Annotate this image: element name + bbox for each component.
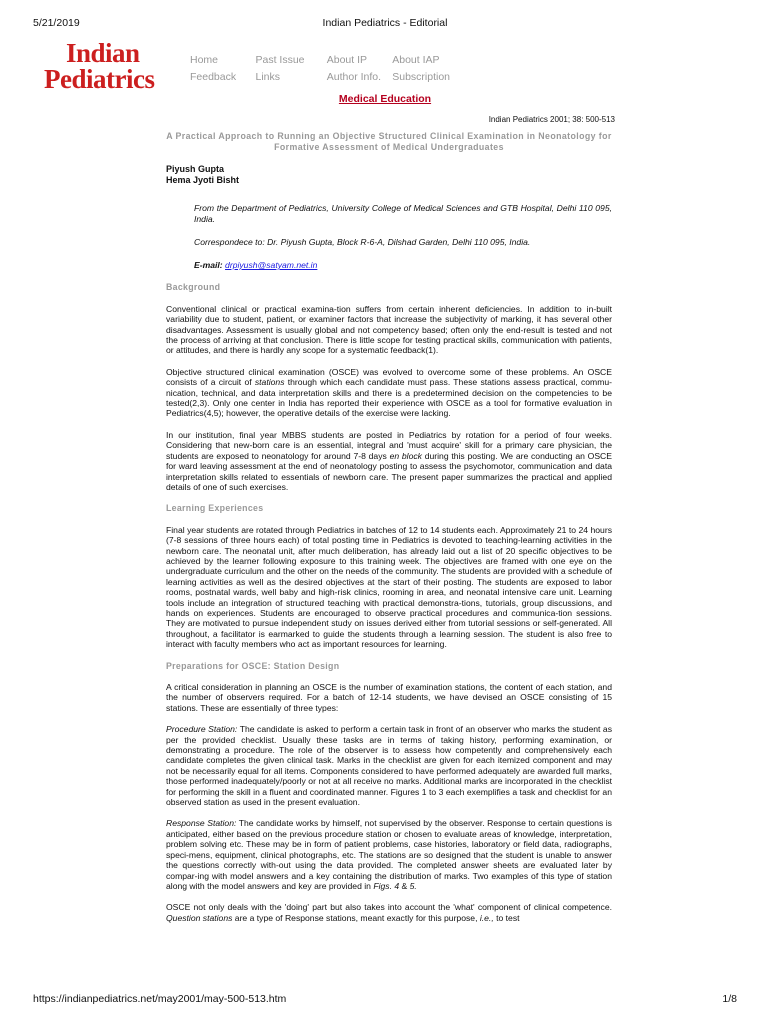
nav-feedback-link[interactable]: Feedback bbox=[190, 71, 237, 83]
citation: Indian Pediatrics 2001; 38: 500-513 bbox=[488, 115, 615, 124]
heading-learning-experiences: Learning Experiences bbox=[166, 503, 264, 514]
text-run: during this posting. We are conducting an OSCE for ward leaving assessment at the end of neonatology posting to assess the psychomotor, communication and data interpretation skills related to essentials of newborn care. The present paper summarizes the practical and applied details of one of such exercises. bbox=[166, 450, 612, 492]
text-run: & bbox=[399, 880, 410, 891]
text-run: The candidate is asked to perform a certain task in front of an observer who marks the student as per the provided checklist. Usually these tasks are in terms of taking history, performing examination, or demonstrating a procedure. The role of the observer is to assess how competently and comprehensively each candidate completes the given clinical task. Marks in the checklist are given for each itemized component and may not be necessarily equal for all items. Components considered to have performed adequately are awarded full marks, those performed inadequately/poorly or not at all receive no marks. Additional marks are incorporated in the checklist for performing the skill in a fluent and coordinated manner. Figures 1 to 3 each exemplifies a task and checklist for an observed station as used in the present evaluation. bbox=[166, 724, 612, 808]
authors bbox=[166, 164, 612, 186]
print-title: Indian Pediatrics - Editorial bbox=[322, 17, 448, 29]
learning-paragraph-1: Final year students are rotated through Pediatrics in batches of 12 to 14 students each. Approximately 21 to 24 hours (7-8 sessions of three hours each) of total posting time in Pediatrics is devoted to teaching-learning activities in the newborn care. The neonatal unit, after much deliberation, has already laid out a list of 20 specific objectives to be achieved by the learner following exposure to this training week. The objectives are framed with one eye on the undergraduate curriculum and the other on the needs of the community. The students are provided with a schedule of learning activities as well as the desired objectives at the start of their posting. The students are exposed to labor rooms, postnatal wards, well baby and high-risk clinics, rooming in area, and neonatal intensive care unit. Learning tools include an integration of structured teaching with practical demonstra-tions, tutorials, group discussions, and hands on experiences. Students are encouraged to observe practical procedures and communica-tion sessions. They are motivated to pursue independent study on issues derived either from tutorial sessions or self-generated. All throughout, a facilitator is earmarked to guide the students through a learning session. The student is also free to interact with faculty members who act as important resources for learning. bbox=[166, 524, 612, 650]
logo-line-1: Indian bbox=[66, 38, 140, 68]
nav-subscription-link[interactable]: Subscription bbox=[392, 71, 451, 83]
procedure-station-paragraph bbox=[166, 724, 612, 807]
text-run-italic: stations bbox=[254, 377, 285, 388]
background-paragraph-1: Conventional clinical or practical examina-tion suffers from certain inherent deficiencies. In addition to in-built variability due to student, patient, or examiner factors that increase the subjectivity of marking, it has several other disadvantages. Assessment is usually global and not competency based; often only the end-result is tested and not the process of arriving at that conclusion. There is little scope for testing practical skills, communication with patients, or attitudes, and there is hardly any scope for a systematic feedback(1). bbox=[166, 303, 612, 356]
nav-home-link[interactable]: Home bbox=[190, 54, 219, 66]
text-run-italic: en block bbox=[389, 450, 422, 461]
article-title bbox=[166, 131, 612, 153]
print-date: 5/21/2019 bbox=[33, 17, 80, 29]
text-run-italic: i.e., bbox=[479, 912, 494, 923]
heading-background: Background bbox=[166, 282, 221, 293]
text-run: are a type of Response stations, meant exactly for this purpose, bbox=[232, 912, 480, 923]
nav-row-1 bbox=[190, 54, 450, 71]
logo-line-2: Pediatrics bbox=[44, 64, 155, 94]
text-run: The candidate works by himself, not supervised by the observer. Response to certain questions is anticipated, either based on the previous procedure station or chosen to evaluate areas of knowledge, interpretation, problem solving etc. These may be in form of patient problems, case histories, laboratory or field data, radiographs, speci-mens, equipment, clinical photographs, etc. The stations are so designed that the student is unable to answer the questions correctly with-out using the data provided. The completed answer sheets are evaluated later by compar-ing with model answers and a key containing the distribution of marks. Two examples of this type of station along with the model answers and key are provided in bbox=[166, 818, 612, 891]
email-label: E-mail: bbox=[194, 260, 223, 270]
affiliation: From the Department of Pediatrics, University College of Medical Sciences and GTB Hospital, Delhi 110 095, India. bbox=[194, 203, 612, 224]
print-footer bbox=[33, 993, 737, 1007]
correspondence: Correspondece to: Dr. Piyush Gupta, Block R-6-A, Dilshad Garden, Delhi 110 095, India. bbox=[194, 237, 531, 247]
text-run-italic: Question stations bbox=[166, 912, 233, 923]
response-station-paragraph bbox=[166, 818, 612, 891]
article-body bbox=[166, 131, 612, 934]
nav-author-info-link[interactable]: Author Info. bbox=[326, 71, 382, 83]
article-title-line-2: Formative Assessment of Medical Undergraduates bbox=[274, 142, 504, 152]
background-paragraph-3 bbox=[166, 430, 612, 492]
nav-past-issue-link[interactable]: Past Issue bbox=[255, 54, 305, 66]
article-title-line-1: A Practical Approach to Running an Objective Structured Clinical Examination in Neonatology for bbox=[166, 131, 612, 141]
heading-preparations: Preparations for OSCE: Station Design bbox=[166, 660, 340, 671]
print-header bbox=[33, 17, 737, 31]
text-run-italic: 5. bbox=[409, 880, 417, 891]
text-run: through which each candidate must pass. These stations assess practical, commu-nication, technical, and data interpretation skills and there is a predetermined decision on the competencies to be tested(2,3). Only one center in India has reported their experience with OSCE as a tool for formative evaluation in Pediatrics(4,5); however, the operative details of the exercise were lacking. bbox=[166, 377, 612, 419]
nav-row-2 bbox=[190, 71, 450, 88]
text-run-italic: Figs. 4 bbox=[373, 880, 400, 891]
author-2: Hema Jyoti Bisht bbox=[166, 175, 240, 185]
top-navigation bbox=[190, 54, 450, 88]
text-run: OSCE not only deals with the 'doing' part but also takes into account the 'what' component of clinical competence. bbox=[166, 902, 612, 913]
nav-links-link[interactable]: Links bbox=[255, 71, 280, 83]
page-number: 1/8 bbox=[722, 993, 737, 1005]
print-url: https://indianpediatrics.net/may2001/may-500-513.htm bbox=[33, 993, 287, 1005]
nav-about-iap-link[interactable]: About IAP bbox=[392, 54, 440, 66]
author-1: Piyush Gupta bbox=[166, 164, 225, 174]
text-run-italic: Procedure Station: bbox=[166, 724, 238, 735]
email-line bbox=[166, 260, 612, 270]
indian-pediatrics-logo[interactable] bbox=[44, 40, 162, 93]
background-paragraph-2 bbox=[166, 367, 612, 419]
text-run: Objective structured clinical examination (OSCE) was evolved to overcome some of these problems. An OSCE consists of a circuit of bbox=[166, 366, 612, 388]
osce-paragraph bbox=[166, 902, 612, 923]
preparations-paragraph-1: A critical consideration in planning an OSCE is the number of examination stations, the content of each station, and the number of observers required. For a batch of 12-14 students, we have devised an OSCE consisting of 15 stations. These are essentially of three types: bbox=[166, 682, 612, 713]
text-run: to test bbox=[493, 912, 520, 923]
email-link[interactable]: drpiyush@satyam.net.in bbox=[225, 260, 318, 270]
text-run-italic: Response Station: bbox=[166, 818, 237, 829]
nav-about-ip-link[interactable]: About IP bbox=[326, 54, 368, 66]
text-run: In our institution, final year MBBS students are posted in Pediatrics by rotation for a period of four weeks. Considering that new-born care is an essential, integral and 'must acquire' skill for a primary care physician, the students are exposed to neonatology for around 7-8 days bbox=[166, 429, 612, 461]
section-link-medical-education[interactable]: Medical Education bbox=[338, 93, 432, 105]
